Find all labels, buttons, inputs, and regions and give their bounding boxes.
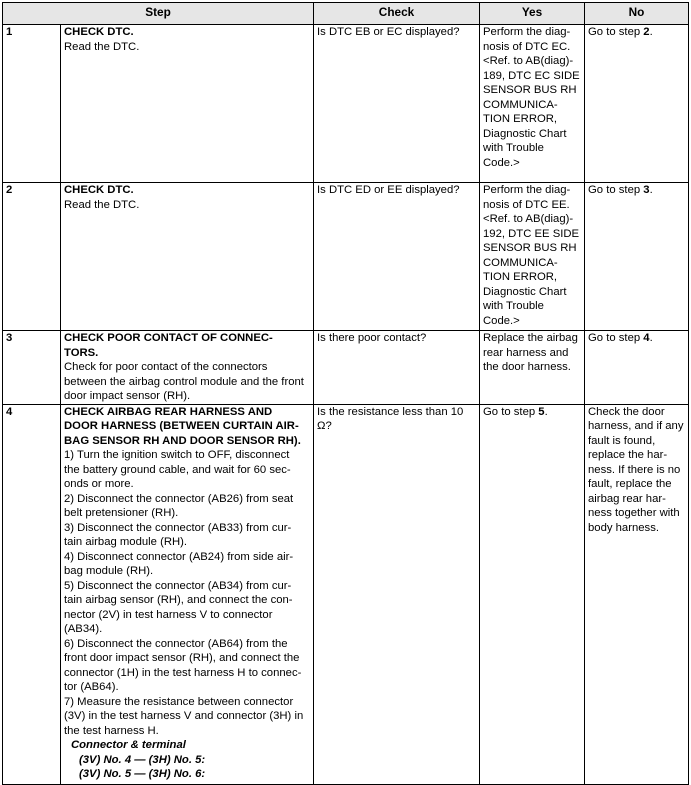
step-title: CHECK DTC. xyxy=(64,184,134,196)
step-cell xyxy=(61,183,314,331)
diagnostic-table xyxy=(2,2,689,785)
check-cell: Is DTC EB or EC displayed? xyxy=(314,25,480,183)
table-row xyxy=(3,25,689,183)
yes-step-link[interactable]: 5 xyxy=(538,405,545,418)
step-cell xyxy=(61,404,314,784)
connector-terminal-title: Connector & terminal xyxy=(71,739,186,751)
substep: 4) Disconnect connector (AB24) from side air- bag module (RH). xyxy=(64,550,294,577)
yes-cell xyxy=(480,404,585,784)
no-step-link[interactable]: 2 xyxy=(643,26,650,38)
substep: 5) Disconnect the connector (AB34) from cur- tain airbag sensor (RH), and connect the con- nector (2V) in test harness V to connector (AB34). xyxy=(64,579,293,635)
step-title: CHECK AIRBAG REAR HARNESS AND DOOR HARNESS (BETWEEN CURTAIN AIR- BAG SENSOR RH AND DOOR SENSOR RH). xyxy=(64,405,301,447)
substep: 6) Disconnect the connector (AB64) from the front door impact sensor (RH), and connect the connector (1H) in the test harness H to connec- tor (AB64). xyxy=(64,637,302,693)
table-row xyxy=(3,331,689,405)
header-no: No xyxy=(585,3,689,25)
no-cell xyxy=(585,183,689,331)
step-number: 4 xyxy=(3,404,61,784)
connector-terminal-item: (3V) No. 5 — (3H) No. 6: xyxy=(79,768,206,780)
step-number: 3 xyxy=(3,331,61,405)
step-body: Read the DTC. xyxy=(64,198,140,211)
no-step-link[interactable]: 3 xyxy=(643,184,650,196)
table-row xyxy=(3,404,689,784)
no-text: Go to step xyxy=(588,184,644,196)
check-cell: Is the resistance less than 10 Ω? xyxy=(314,404,480,784)
no-text: Go to step xyxy=(588,332,644,344)
step-title: CHECK POOR CONTACT OF CONNEC- TORS. xyxy=(64,332,273,359)
step-cell xyxy=(61,331,314,405)
step-number: 2 xyxy=(3,183,61,331)
substep: 1) Turn the ignition switch to OFF, disconnect the battery ground cable, and wait for 60 sec- onds or more. xyxy=(64,449,291,490)
no-step-link[interactable]: 4 xyxy=(643,332,650,344)
step-body: Read the DTC. xyxy=(64,40,140,53)
header-check: Check xyxy=(314,3,480,25)
header-row xyxy=(3,3,689,25)
no-cell: Check the door harness, and if any fault is found, replace the har- ness. If there is no fault, replace the airbag rear har- ness together with body harness. xyxy=(585,404,689,784)
no-text-end: . xyxy=(649,184,653,196)
connector-terminal-item: (3V) No. 4 — (3H) No. 5: xyxy=(79,753,206,766)
no-text: Go to step xyxy=(588,26,644,38)
step-cell xyxy=(61,25,314,183)
check-cell: Is DTC ED or EE displayed? xyxy=(314,183,480,331)
no-text-end: . xyxy=(649,26,653,38)
step-title: CHECK DTC. xyxy=(64,26,134,38)
yes-cell: Perform the diag- nosis of DTC EE. <Ref. to AB(diag)- 192, DTC EE SIDE SENSOR BUS RH COMMUNICA- TION ERROR, Diagnostic Chart with Trouble Code.> xyxy=(480,183,585,331)
no-cell xyxy=(585,331,689,405)
step-body: Check for poor contact of the connectors between the airbag control module and the front door impact sensor (RH). xyxy=(64,361,304,402)
yes-cell: Replace the airbag rear harness and the door harness. xyxy=(480,331,585,405)
yes-text-end: . xyxy=(544,405,548,418)
step-number: 1 xyxy=(3,25,61,183)
check-cell: Is there poor contact? xyxy=(314,331,480,405)
table-row xyxy=(3,183,689,331)
substep: 3) Disconnect the connector (AB33) from cur- tain airbag module (RH). xyxy=(64,521,292,548)
substep: 7) Measure the resistance between connector (3V) in the test harness V and connector (3H) in the test harness H. xyxy=(64,695,304,737)
no-cell xyxy=(585,25,689,183)
yes-cell: Perform the diag- nosis of DTC EC. <Ref. to AB(diag)- 189, DTC EC SIDE SENSOR BUS RH COMMUNICA- TION ERROR, Diagnostic Chart with Trouble Code.> xyxy=(480,25,585,183)
header-yes: Yes xyxy=(480,3,585,25)
no-text-end: . xyxy=(649,332,653,344)
yes-text: Go to step xyxy=(483,405,539,418)
header-step: Step xyxy=(3,3,314,25)
substep: 2) Disconnect the connector (AB26) from seat belt pretensioner (RH). xyxy=(64,492,294,519)
